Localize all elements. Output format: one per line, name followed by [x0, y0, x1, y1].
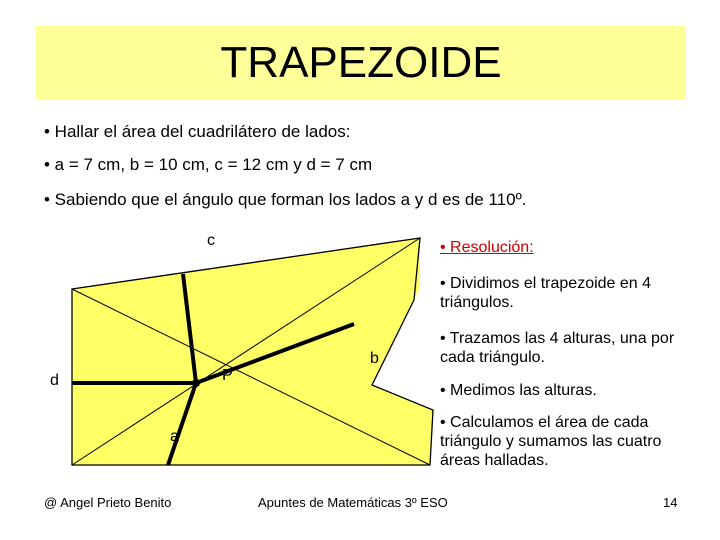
solution-step-1: • Dividimos el trapezoide en 4 triángulos.	[440, 275, 652, 311]
footer-page-number: 14	[663, 495, 678, 510]
point-p	[192, 379, 200, 387]
label-c: c	[207, 232, 215, 249]
solution-step-4: • Calculamos el área de cada triángulo y sumamos las cuatro áreas halladas.	[440, 414, 662, 469]
solution-step-3: • Medimos las alturas.	[440, 382, 597, 399]
statement-line-1: • Hallar el área del cuadrilátero de lados:	[44, 122, 351, 141]
footer-course: Apuntes de Matemáticas 3º ESO	[258, 495, 448, 510]
page-title: TRAPEZOIDE	[220, 38, 502, 87]
label-p: P	[222, 367, 233, 384]
label-b: b	[370, 350, 379, 367]
statement-line-3: • Sabiendo que el ángulo que forman los lados a y d es de 110º.	[44, 190, 527, 209]
footer-author: @ Angel Prieto Benito	[44, 495, 172, 510]
label-a: a	[170, 428, 179, 445]
solution-heading: • Resolución:	[440, 239, 534, 256]
label-d: d	[50, 372, 59, 389]
solution-step-2: • Trazamos las 4 alturas, una por cada triángulo.	[440, 330, 675, 366]
statement-line-2: • a = 7 cm, b = 10 cm, c = 12 cm y d = 7 cm	[44, 155, 373, 174]
